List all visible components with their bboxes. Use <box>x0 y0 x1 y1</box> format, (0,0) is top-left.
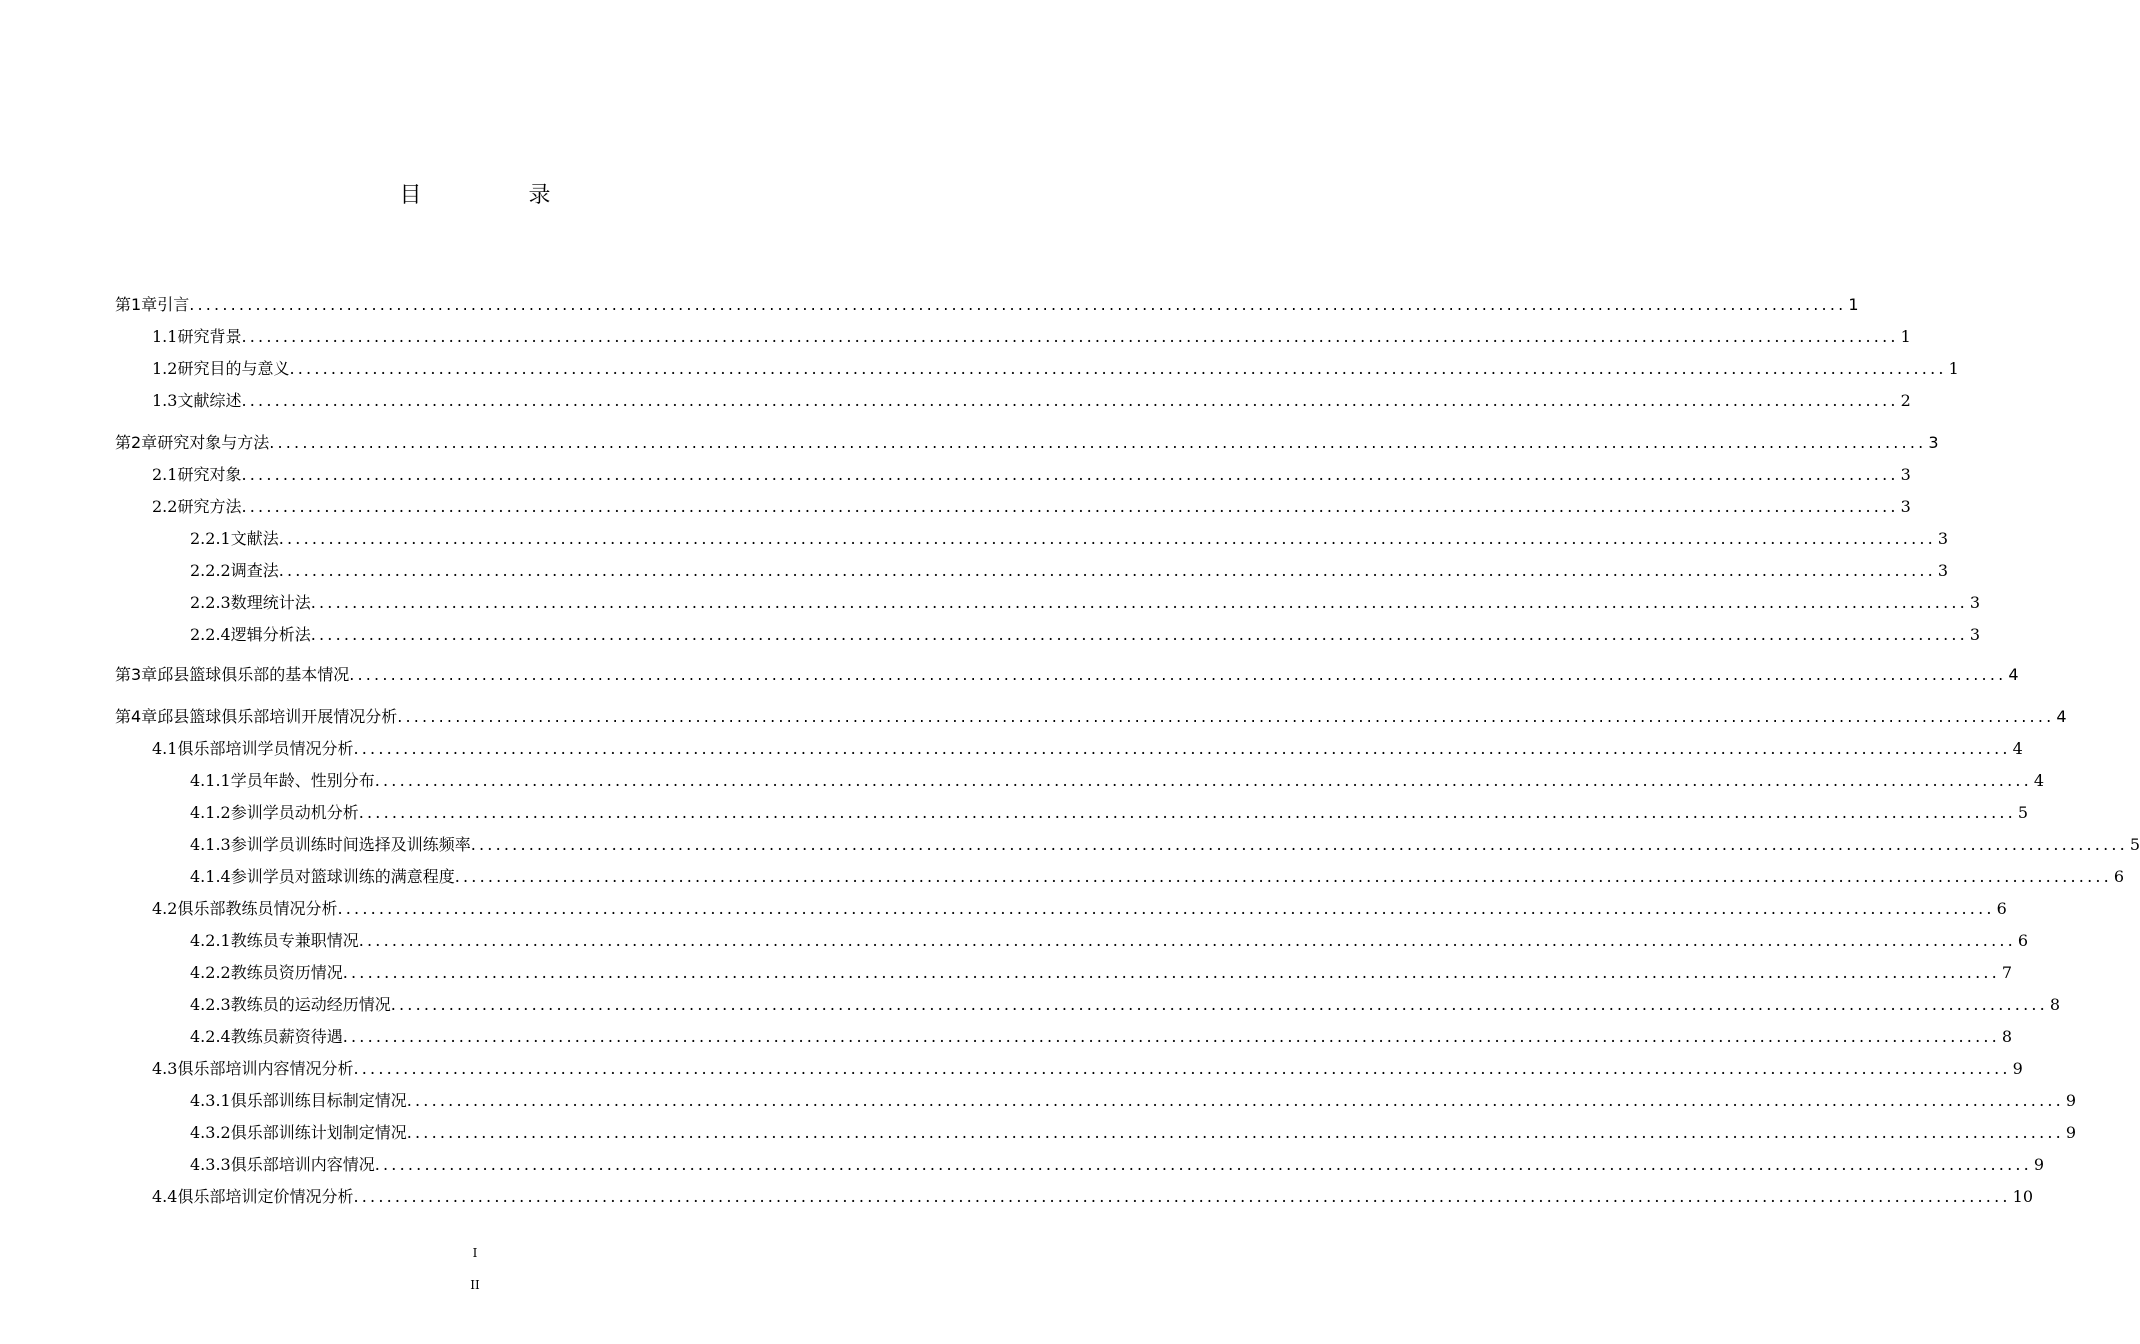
toc-entry-label: 文献综述 <box>177 391 242 410</box>
toc-entry-label: 邱县篮球俱乐部的基本情况 <box>157 665 350 684</box>
toc-entry[interactable] <box>190 622 1981 645</box>
dot-leader: ........................................................................................................................................................................................................ <box>289 359 1947 378</box>
toc-entry[interactable] <box>115 662 2019 685</box>
toc-entry[interactable] <box>190 1024 2013 1047</box>
dot-leader: ........................................................................................................................................................................................................ <box>349 665 2007 684</box>
toc-entry-label: 邱县篮球俱乐部培训开展情况分析 <box>157 707 398 726</box>
toc-entry-page: 6 <box>2017 931 2029 950</box>
toc-entry[interactable] <box>190 1088 2077 1111</box>
toc-entry-number: 2.2 <box>152 497 178 516</box>
toc-entry-page: 6 <box>2113 867 2125 886</box>
dot-leader: ........................................................................................................................................................................................................ <box>278 561 1936 580</box>
toc-entry-label: 教练员专兼职情况 <box>230 931 359 950</box>
toc-entry-label: 俱乐部培训内容情况分析 <box>177 1059 354 1078</box>
toc-entry-number: 4.3 <box>152 1059 178 1078</box>
toc-entry[interactable] <box>190 590 1981 613</box>
toc-entry-label: 研究对象与方法 <box>157 433 270 452</box>
toc-entry-page: 9 <box>2065 1091 2077 1110</box>
page-number: I <box>472 1246 478 1260</box>
dot-leader: ........................................................................................................................................................................................................ <box>342 963 2000 982</box>
dot-leader: ........................................................................................................................................................................................................ <box>269 433 1927 452</box>
toc-entry-page: 1 <box>1848 295 1859 314</box>
toc-entry-page: 9 <box>2012 1059 2023 1078</box>
toc-entry-label: 引言 <box>157 295 190 314</box>
toc-entry[interactable] <box>190 800 2029 823</box>
toc-entry[interactable] <box>115 704 2067 727</box>
toc-entry-label: 俱乐部培训定价情况分析 <box>177 1187 354 1206</box>
toc-entry-page: 4 <box>2012 739 2023 758</box>
toc-entry-number: 2.2.3 <box>190 593 231 612</box>
dot-leader: ........................................................................................................................................................................................................ <box>397 707 2055 726</box>
toc-entry-number: 4.3.3 <box>190 1155 231 1174</box>
toc-entry[interactable] <box>152 388 1911 411</box>
toc-entry[interactable] <box>152 356 1959 379</box>
dot-leader: ........................................................................................................................................................................................................ <box>454 867 2112 886</box>
toc-entry-label: 教练员的运动经历情况 <box>230 995 391 1014</box>
toc-entry[interactable] <box>115 292 1859 315</box>
toc-entry-label: 俱乐部培训内容情况 <box>230 1155 375 1174</box>
dot-leader: ........................................................................................................................................................................................................ <box>278 529 1936 548</box>
toc-entry-label: 研究方法 <box>177 497 242 516</box>
dot-leader: ........................................................................................................................................................................................................ <box>470 835 2128 854</box>
toc-entry-page: 3 <box>1937 529 1949 548</box>
toc-entry-number: 4.2.2 <box>190 963 231 982</box>
dot-leader: ........................................................................................................................................................................................................ <box>406 1091 2064 1110</box>
toc-entry[interactable] <box>152 1056 2023 1079</box>
toc-entry-label: 俱乐部培训学员情况分析 <box>177 739 354 758</box>
toc-entry[interactable] <box>190 864 2125 887</box>
toc-entry-label: 文献法 <box>230 529 279 548</box>
toc-entry-label: 数理统计法 <box>230 593 311 612</box>
toc-entry-number: 4.2.4 <box>190 1027 231 1046</box>
toc-entry-number: 2.2.4 <box>190 625 231 644</box>
dot-leader: ........................................................................................................................................................................................................ <box>241 497 1899 516</box>
toc-entry-number: 4.2 <box>152 899 178 918</box>
toc-entry[interactable] <box>190 928 2029 951</box>
toc-entry[interactable] <box>152 896 2007 919</box>
dot-leader: ........................................................................................................................................................................................................ <box>353 739 2011 758</box>
toc-entry[interactable] <box>190 1152 2045 1175</box>
dot-leader: ........................................................................................................................................................................................................ <box>189 295 1847 314</box>
toc-entry[interactable] <box>152 494 1911 517</box>
toc-entry-page: 3 <box>1969 625 1981 644</box>
toc-entry-page: 3 <box>1928 433 1939 452</box>
toc-entry-number: 第3章 <box>115 665 158 684</box>
toc-entry-page: 9 <box>2065 1123 2077 1142</box>
toc-entry-label: 研究目的与意义 <box>177 359 290 378</box>
toc-entry[interactable] <box>190 558 1949 581</box>
toc-entry-number: 4.1.2 <box>190 803 231 822</box>
toc-entry-page: 7 <box>2001 963 2013 982</box>
dot-leader: ........................................................................................................................................................................................................ <box>342 1027 2000 1046</box>
toc-entry-page: 4 <box>2056 707 2067 726</box>
dot-leader: ........................................................................................................................................................................................................ <box>241 391 1899 410</box>
toc-entry-number: 4.1.1 <box>190 771 231 790</box>
dot-leader: ........................................................................................................................................................................................................ <box>353 1187 2011 1206</box>
toc-entry-page: 3 <box>1969 593 1981 612</box>
toc-entry-number: 4.2.3 <box>190 995 231 1014</box>
toc-entry-label: 教练员薪资待遇 <box>230 1027 343 1046</box>
toc-entry-page: 10 <box>2012 1187 2034 1206</box>
toc-entry[interactable] <box>152 324 1911 347</box>
dot-leader: ........................................................................................................................................................................................................ <box>358 931 2016 950</box>
toc-entry-page: 5 <box>2017 803 2029 822</box>
toc-entry-label: 逻辑分析法 <box>230 625 311 644</box>
toc-entry-page: 5 <box>2129 835 2140 854</box>
toc-entry[interactable] <box>190 960 2013 983</box>
toc-entry-page: 3 <box>1900 465 1911 484</box>
toc-entry-number: 4.1.3 <box>190 835 231 854</box>
toc-entry-number: 4.4 <box>152 1187 178 1206</box>
toc-entry-number: 4.3.2 <box>190 1123 231 1142</box>
toc-entry-label: 参训学员训练时间选择及训练频率 <box>230 835 471 854</box>
toc-entry-number: 4.2.1 <box>190 931 231 950</box>
toc-entry[interactable] <box>190 768 2045 791</box>
dot-leader: ........................................................................................................................................................................................................ <box>406 1123 2064 1142</box>
toc-entry-label: 教练员资历情况 <box>230 963 343 982</box>
dot-leader: ........................................................................................................................................................................................................ <box>353 1059 2011 1078</box>
toc-entry[interactable] <box>190 832 2140 855</box>
dot-leader: ........................................................................................................................................................................................................ <box>358 803 2016 822</box>
toc-entry[interactable] <box>152 462 1911 485</box>
toc-entry-number: 第4章 <box>115 707 158 726</box>
page-title: 目 录 <box>399 183 601 208</box>
toc-entry-page: 4 <box>2008 665 2019 684</box>
toc-entry-number: 4.3.1 <box>190 1091 231 1110</box>
toc-entry-number: 1.1 <box>152 327 178 346</box>
toc-entry[interactable] <box>152 736 2023 759</box>
toc-entry-number: 1.3 <box>152 391 178 410</box>
toc-entry-number: 4.1 <box>152 739 178 758</box>
dot-leader: ........................................................................................................................................................................................................ <box>310 593 1968 612</box>
toc-entry-number: 1.2 <box>152 359 178 378</box>
toc-entry-page: 6 <box>1996 899 2007 918</box>
toc-entry-label: 研究对象 <box>177 465 242 484</box>
dot-leader: ........................................................................................................................................................................................................ <box>374 1155 2032 1174</box>
dot-leader: ........................................................................................................................................................................................................ <box>310 625 1968 644</box>
toc-entry-page: 3 <box>1900 497 1911 516</box>
toc-entry-page: 9 <box>2033 1155 2045 1174</box>
dot-leader: ........................................................................................................................................................................................................ <box>241 465 1899 484</box>
toc-entry-page: 1 <box>1900 327 1911 346</box>
toc-entry-label: 研究背景 <box>177 327 242 346</box>
toc-entry-number: 2.2.1 <box>190 529 231 548</box>
toc-entry-label: 参训学员动机分析 <box>230 803 359 822</box>
toc-entry[interactable] <box>152 1184 2034 1207</box>
dot-leader: ........................................................................................................................................................................................................ <box>337 899 1995 918</box>
dot-leader: ........................................................................................................................................................................................................ <box>390 995 2048 1014</box>
toc-entry-page: 1 <box>1948 359 1959 378</box>
toc-entry-page: 3 <box>1937 561 1949 580</box>
toc-entry-label: 俱乐部训练目标制定情况 <box>230 1091 407 1110</box>
toc-entry[interactable] <box>115 430 1939 453</box>
page-number-secondary: II <box>470 1278 480 1292</box>
dot-leader: ........................................................................................................................................................................................................ <box>374 771 2032 790</box>
toc-entry-page: 8 <box>2001 1027 2013 1046</box>
toc-entry-page: 4 <box>2033 771 2045 790</box>
toc-entry-number: 第1章 <box>115 295 158 314</box>
toc-entry-label: 调查法 <box>230 561 279 580</box>
toc-entry-label: 俱乐部训练计划制定情况 <box>230 1123 407 1142</box>
toc-entry-number: 第2章 <box>115 433 158 452</box>
toc-entry-label: 学员年龄、性别分布 <box>230 771 375 790</box>
toc-entry[interactable] <box>190 526 1949 549</box>
toc-entry[interactable] <box>190 992 2061 1015</box>
toc-entry-label: 俱乐部教练员情况分析 <box>177 899 338 918</box>
toc-entry-number: 2.1 <box>152 465 178 484</box>
toc-entry-page: 8 <box>2049 995 2061 1014</box>
toc-entry-number: 4.1.4 <box>190 867 231 886</box>
toc-entry-page: 2 <box>1900 391 1911 410</box>
toc-entry-label: 参训学员对篮球训练的满意程度 <box>230 867 455 886</box>
toc-entry-number: 2.2.2 <box>190 561 231 580</box>
toc-entry[interactable] <box>190 1120 2077 1143</box>
dot-leader: ........................................................................................................................................................................................................ <box>241 327 1899 346</box>
